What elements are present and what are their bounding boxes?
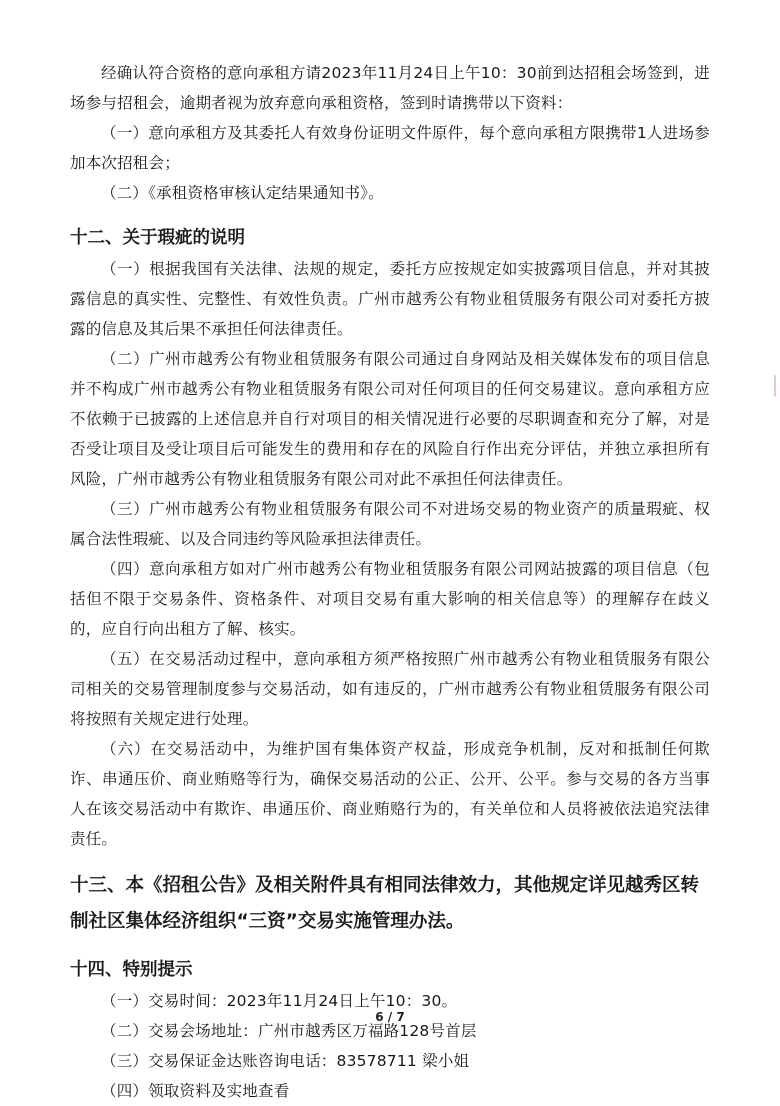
- section-12-item-4: （四）意向承租方如对广州市越秀公有物业租赁服务有限公司网站披露的项目信息（包括但不限于交易条件、资格条件、对项目交易有重大影响的相关信息等）的理解存在歧义的，应自行向出租方了解、核实。: [70, 560, 710, 638]
- section-12-heading: 十二、关于瑕疵的说明: [70, 228, 245, 248]
- section-14-item-4: （四）领取资料及实地查看: [101, 1082, 290, 1100]
- section-14-item-1: （一）交易时间：2023年11月24日上午10：30。: [101, 992, 458, 1010]
- document-body: [70, 58, 710, 1106]
- section-12-item-1: （一）根据我国有关法律、法规的规定，委托方应按规定如实披露项目信息，并对其披露信息的真实性、完整性、有效性负责。广州市越秀公有物业租赁服务有限公司对委托方披露的信息及其后果不承担任何法律责任。: [70, 260, 710, 338]
- intro-paragraph: 经确认符合资格的意向承租方请2023年11月24日上午10：30前到达招租会场签到，进场参与招租会，逾期者视为放弃意向承租资格，签到时请携带以下资料：: [70, 64, 710, 112]
- section-12-item-5: （五）在交易活动过程中，意向承租方须严格按照广州市越秀公有物业租赁服务有限公司相关的交易管理制度参与交易活动，如有违反的，广州市越秀公有物业租赁服务有限公司将按照有关规定进行处理。: [70, 650, 710, 728]
- section-12-item-2: （二）广州市越秀公有物业租赁服务有限公司通过自身网站及相关媒体发布的项目信息并不构成广州市越秀公有物业租赁服务有限公司对任何项目的任何交易建议。意向承租方应不依赖于已披露的上述信息并自行对项目的相关情况进行必要的尽职调查和充分了解，对是否受让项目及受让项目后可能发生的费用和存在的风险自行作出充分评估，并独立承担所有风险，广州市越秀公有物业租赁服务有限公司对此不承担任何法律责任。: [70, 350, 710, 488]
- section-14-heading: 十四、特别提示: [70, 960, 193, 980]
- intro-item-2: （二）《承租资格审核认定结果通知书》。: [101, 184, 384, 202]
- section-12-item-6: （六）在交易活动中，为维护国有集体资产权益，形成竞争机制，反对和抵制任何欺诈、串通压价、商业贿赂等行为，确保交易活动的公正、公开、公平。参与交易的各方当事人在该交易活动中有欺诈、串通压价、商业贿赂行为的，有关单位和人员将被依法追究法律责任。: [70, 740, 710, 848]
- page-number: 6 / 7: [375, 1010, 405, 1024]
- intro-item-1: （一）意向承租方及其委托人有效身份证明文件原件，每个意向承租方限携带1人进场参加本次招租会；: [70, 124, 710, 172]
- scan-edge-mark: [770, 375, 776, 397]
- section-12-item-3: （三）广州市越秀公有物业租赁服务有限公司不对进场交易的物业资产的质量瑕疵、权属合法性瑕疵、以及合同违约等风险承担法律责任。: [70, 500, 710, 548]
- section-14-item-3: （三）交易保证金达账咨询电话：83578711 梁小姐: [101, 1052, 470, 1070]
- section-13-heading: 十三、本《招租公告》及相关附件具有相同法律效力，其他规定详见越秀区转制社区集体经济组织“三资”交易实施管理办法。: [70, 875, 700, 932]
- section-14-item-2: （二）交易会场地址：广州市越秀区万福路128号首层: [101, 1022, 477, 1040]
